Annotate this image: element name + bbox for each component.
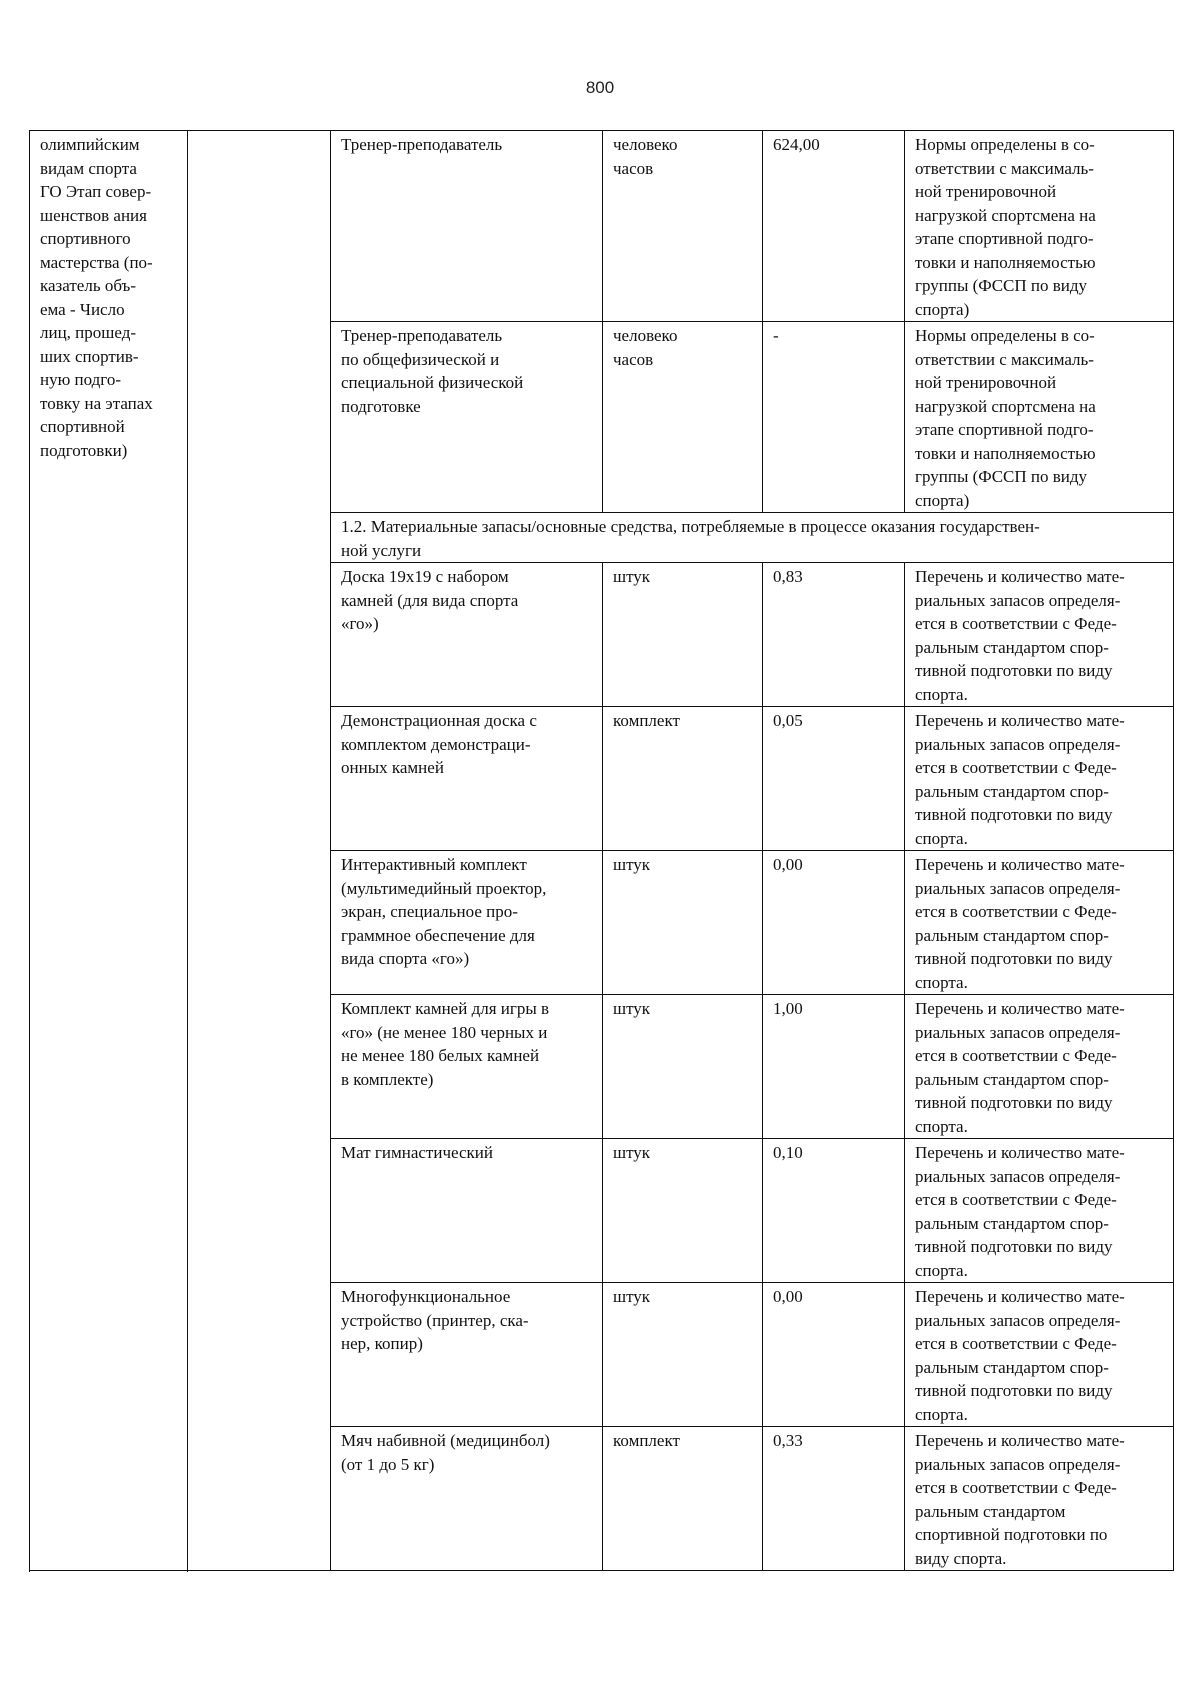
resource-name-cell: Мат гимнастический [331, 1139, 603, 1283]
empty-column-cell [188, 131, 331, 1571]
value-cell: 0,05 [763, 707, 905, 851]
unit-cell: человеко часов [603, 322, 763, 513]
unit-cell: штук [603, 1139, 763, 1283]
resource-name-cell: Демонстрационная доска с комплектом демонстраци- онных камней [331, 707, 603, 851]
note-cell: Нормы определены в со- ответствии с максималь- ной тренировочной нагрузкой спортсмена на этапе спортивной подго- товки и наполняемостью группы (ФССП по виду спорта) [905, 322, 1174, 513]
unit-cell: комплект [603, 707, 763, 851]
page-number: 800 [585, 78, 615, 97]
resource-name-cell: Интерактивный комплект (мультимедийный проектор, экран, специальное про- граммное обеспечение для вида спорта «го») [331, 851, 603, 995]
value-cell: 624,00 [763, 131, 905, 322]
unit-cell: штук [603, 995, 763, 1139]
note-cell: Перечень и количество мате- риальных запасов определя- ется в соответствии с Феде- ральным стандартом спор- тивной подготовки по виду спорта. [905, 707, 1174, 851]
norms-table [29, 130, 1174, 1571]
resource-name-cell: Многофункциональное устройство (принтер, ска- нер, копир) [331, 1283, 603, 1427]
resource-name-cell: Тренер-преподаватель по общефизической и специальной физической подготовке [331, 322, 603, 513]
note-cell: Перечень и количество мате- риальных запасов определя- ется в соответствии с Феде- ральным стандартом спор- тивной подготовки по виду спорта. [905, 995, 1174, 1139]
unit-cell: комплект [603, 1427, 763, 1571]
value-cell: 0,00 [763, 1283, 905, 1427]
note-cell: Перечень и количество мате- риальных запасов определя- ется в соответствии с Феде- ральным стандартом спор- тивной подготовки по виду спорта. [905, 563, 1174, 707]
note-cell: Перечень и количество мате- риальных запасов определя- ется в соответствии с Феде- ральным стандартом спор- тивной подготовки по виду спорта. [905, 1283, 1174, 1427]
unit-cell: человеко часов [603, 131, 763, 322]
service-description-cell [30, 131, 188, 1571]
value-cell: 0,33 [763, 1427, 905, 1571]
resource-name-cell: Доска 19х19 с набором камней (для вида спорта «го») [331, 563, 603, 707]
resource-name-cell: Мяч набивной (медицинбол) (от 1 до 5 кг) [331, 1427, 603, 1571]
resource-name-cell: Комплект камней для игры в «го» (не менее 180 черных и не менее 180 белых камней в комплекте) [331, 995, 603, 1139]
unit-cell: штук [603, 563, 763, 707]
unit-cell: штук [603, 1283, 763, 1427]
note-cell: Нормы определены в со- ответствии с максималь- ной тренировочной нагрузкой спортсмена на этапе спортивной подго- товки и наполняемостью группы (ФССП по виду спорта) [905, 131, 1174, 322]
value-cell: 1,00 [763, 995, 905, 1139]
note-cell: Перечень и количество мате- риальных запасов определя- ется в соответствии с Феде- ральным стандартом спор- тивной подготовки по виду спорта. [905, 851, 1174, 995]
section-header: 1.2. Материальные запасы/основные средства, потребляемые в процессе оказания государствен- ной услуги [331, 513, 1174, 563]
unit-cell: штук [603, 851, 763, 995]
value-cell: - [763, 322, 905, 513]
service-description-text: олимпийским видам спорта ГО Этап совер- шенствов ания спортивного мастерства (по- казатель объ- ема - Число лиц, прошед- ших спортив- ную подго- товку на этапах спортивной подготовки) [40, 135, 153, 460]
value-cell: 0,00 [763, 851, 905, 995]
resource-name-cell: Тренер-преподаватель [331, 131, 603, 322]
note-cell: Перечень и количество мате- риальных запасов определя- ется в соответствии с Феде- ральным стандартом спортивной подготовки по виду спорта. [905, 1427, 1174, 1571]
value-cell: 0,83 [763, 563, 905, 707]
value-cell: 0,10 [763, 1139, 905, 1283]
table-row [30, 131, 1174, 322]
note-cell: Перечень и количество мате- риальных запасов определя- ется в соответствии с Феде- ральным стандартом спор- тивной подготовки по виду спорта. [905, 1139, 1174, 1283]
